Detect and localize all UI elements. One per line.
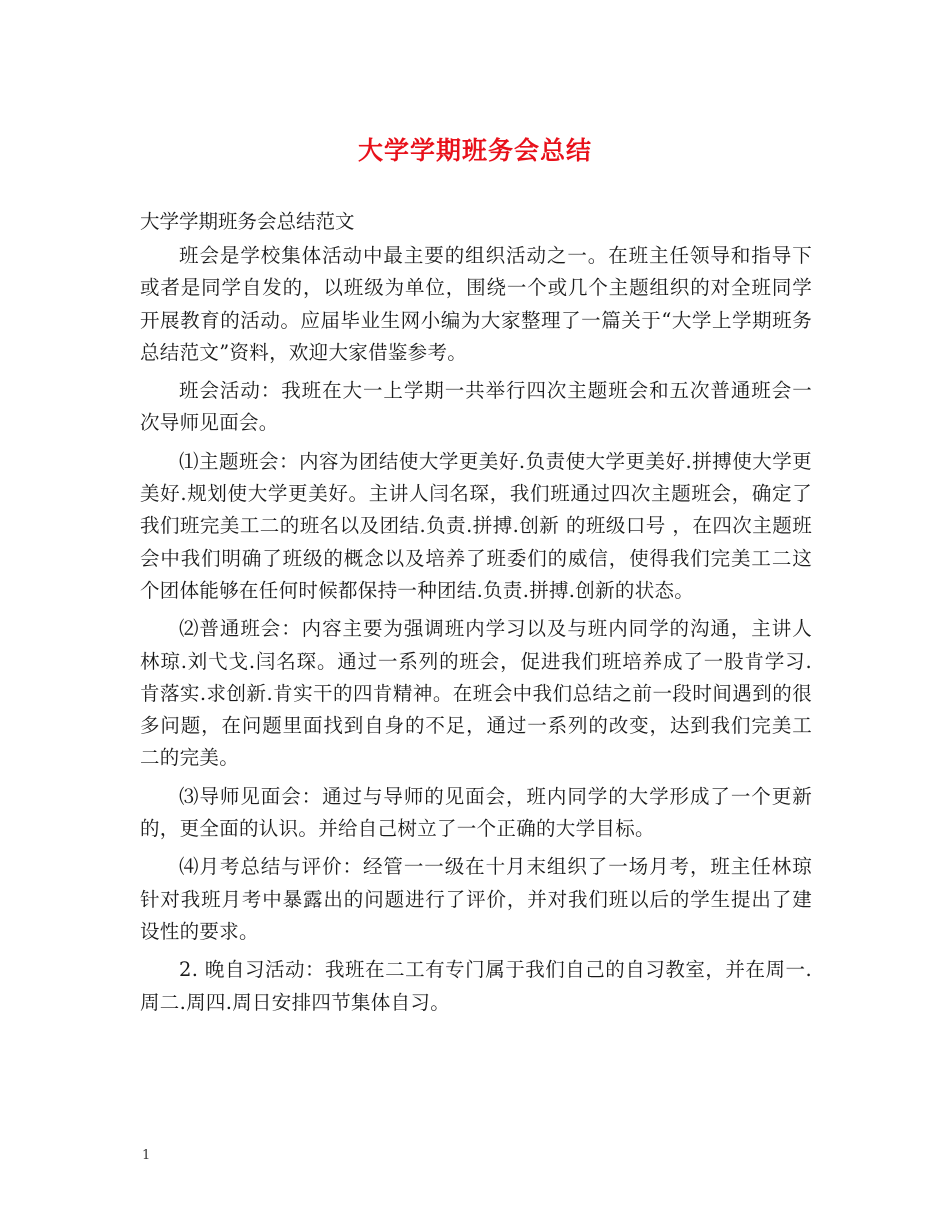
page-title: 大学学期班务会总结 bbox=[357, 136, 592, 165]
paragraph-theme-meetings: ⑴主题班会：内容为团结使大学更美好.负责使大学更美好.拼搏使大学更美好.规划使大学更美好。主讲人闫名琛，我们班通过四次主题班会，确定了我们班完美工二的班名以及团结.负责.拼搏.创新 的班级口号 ，在四次主题班会中我们明确了班级的概念以及培养了班委们的威信，使得我们完美工二这个团体能够在任何时候都保持一种团结.负责.拼搏.创新的状态。 bbox=[140, 449, 812, 602]
paragraph-evening-study: 2. 晚自习活动：我班在二工有专门属于我们自己的自习教室，并在周一.周二.周四.周日安排四节集体自习。 bbox=[140, 958, 812, 1014]
paragraph-mentor-meeting: ⑶导师见面会：通过与导师的见面会，班内同学的大学形成了一个更新的，更全面的认识。并给自己树立了一个正确的大学目标。 bbox=[140, 784, 812, 841]
document-subtitle: 大学学期班务会总结范文 bbox=[140, 210, 355, 233]
paragraph-monthly-exam: ⑷月考总结与评价：经管一一级在十月末组织了一场月考，班主任林琼针对我班月考中暴露出的问题进行了评价，并对我们班以后的学生提出了建设性的要求。 bbox=[140, 855, 812, 943]
paragraph-class-activities: 班会活动：我班在大一上学期一共举行四次主题班会和五次普通班会一次导师见面会。 bbox=[140, 379, 812, 435]
page-number: 1 bbox=[142, 1148, 151, 1163]
paragraph-regular-meetings: ⑵普通班会：内容主要为强调班内学习以及与班内同学的沟通，主讲人林琼.刘弋戈.闫名琛。通过一系列的班会，促进我们班培养成了一股肯学习.肯落实.求创新.肯实干的四肯精神。在班会中我们总结之前一段时间遇到的很多问题，在问题里面找到自身的不足，通过一系列的改变，达到我们完美工二的完美。 bbox=[140, 617, 812, 770]
document-body bbox=[140, 240, 812, 1025]
paragraph-intro: 班会是学校集体活动中最主要的组织活动之一。在班主任领导和指导下或者是同学自发的，以班级为单位，围绕一个或几个主题组织的对全班同学开展教育的活动。应届毕业生网小编为大家整理了一篇关于“大学上学期班务总结范文”资料，欢迎大家借鉴参考。 bbox=[140, 244, 812, 364]
